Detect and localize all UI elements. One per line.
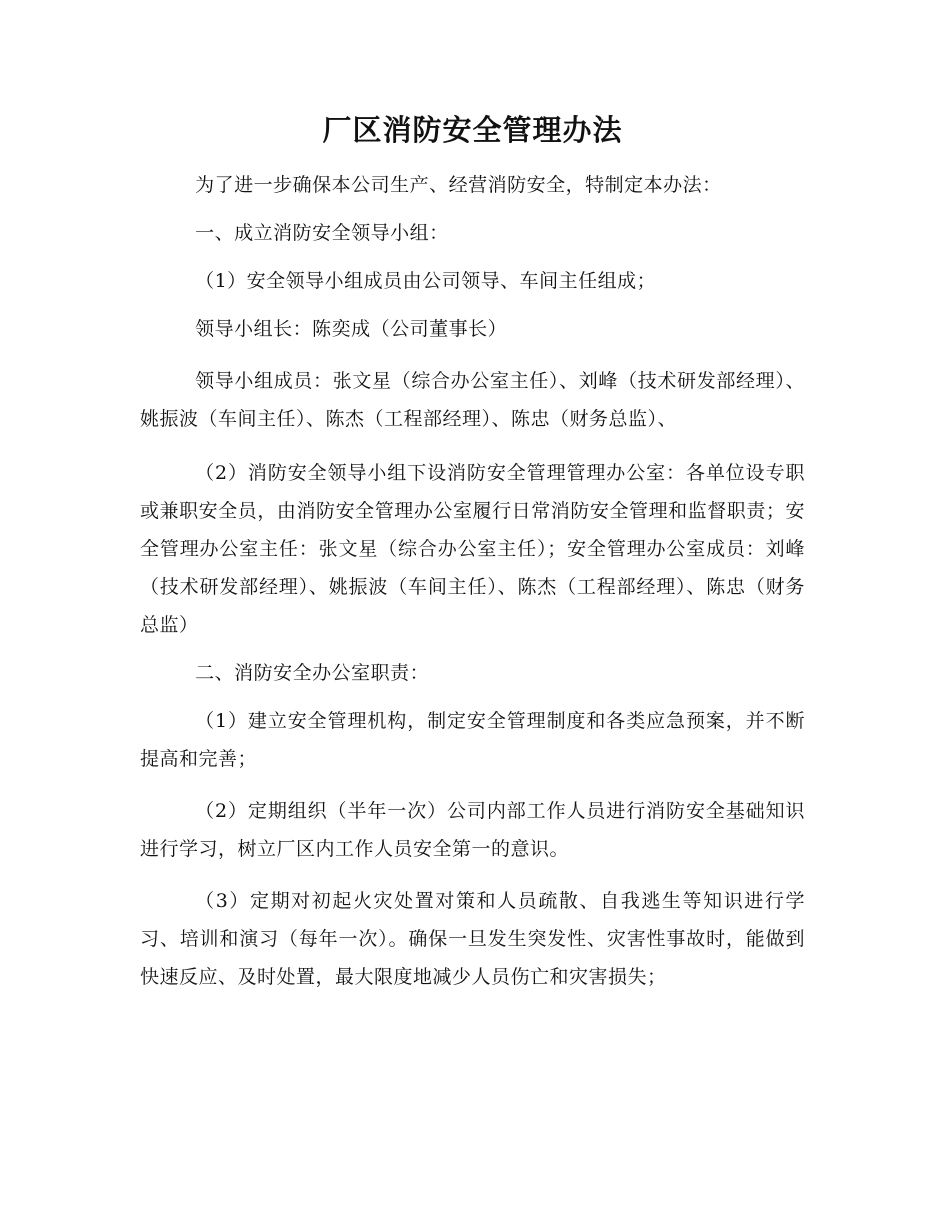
section-heading-1: 一、成立消防安全领导小组： <box>195 222 449 244</box>
paragraph-item: （1）安全领导小组成员由公司领导、车间主任组成； <box>195 270 657 292</box>
paragraph-item: （1）建立安全管理机构，制定安全管理制度和各类应急预案，并不断提高和完善； <box>140 710 805 770</box>
document-page <box>140 108 805 996</box>
paragraph-members: 领导小组成员：张文星（综合办公室主任）、刘峰（技术研发部经理）、姚振波（车间主任）、陈杰（工程部经理）、陈忠（财务总监）、 <box>140 370 805 430</box>
paragraph-item: （3）定期对初起火灾处置对策和人员疏散、自我逃生等知识进行学习、培训和演习（每年一次）。确保一旦发生突发性、灾害性事故时，能做到快速反应、及时处置，最大限度地减少人员伤亡和灾害损失； <box>140 890 805 988</box>
paragraph-item: （2）消防安全领导小组下设消防安全管理管理办公室：各单位设专职或兼职安全员，由消防安全管理办公室履行日常消防安全管理和监督职责；安全管理办公室主任：张文星（综合办公室主任）；安全管理办公室成员：刘峰（技术研发部经理）、姚振波（车间主任）、陈杰（工程部经理）、陈忠（财务总监） <box>140 462 805 636</box>
paragraph-item: （2）定期组织（半年一次）公司内部工作人员进行消防安全基础知识进行学习，树立厂区内工作人员安全第一的意识。 <box>140 800 805 860</box>
document-title: 厂区消防安全管理办法 <box>322 113 623 147</box>
intro-paragraph: 为了进一步确保本公司生产、经营消防安全，特制定本办法： <box>195 174 722 196</box>
section-heading-2: 二、消防安全办公室职责： <box>195 662 430 684</box>
paragraph-leader: 领导小组长：陈奕成（公司董事长） <box>195 318 508 340</box>
